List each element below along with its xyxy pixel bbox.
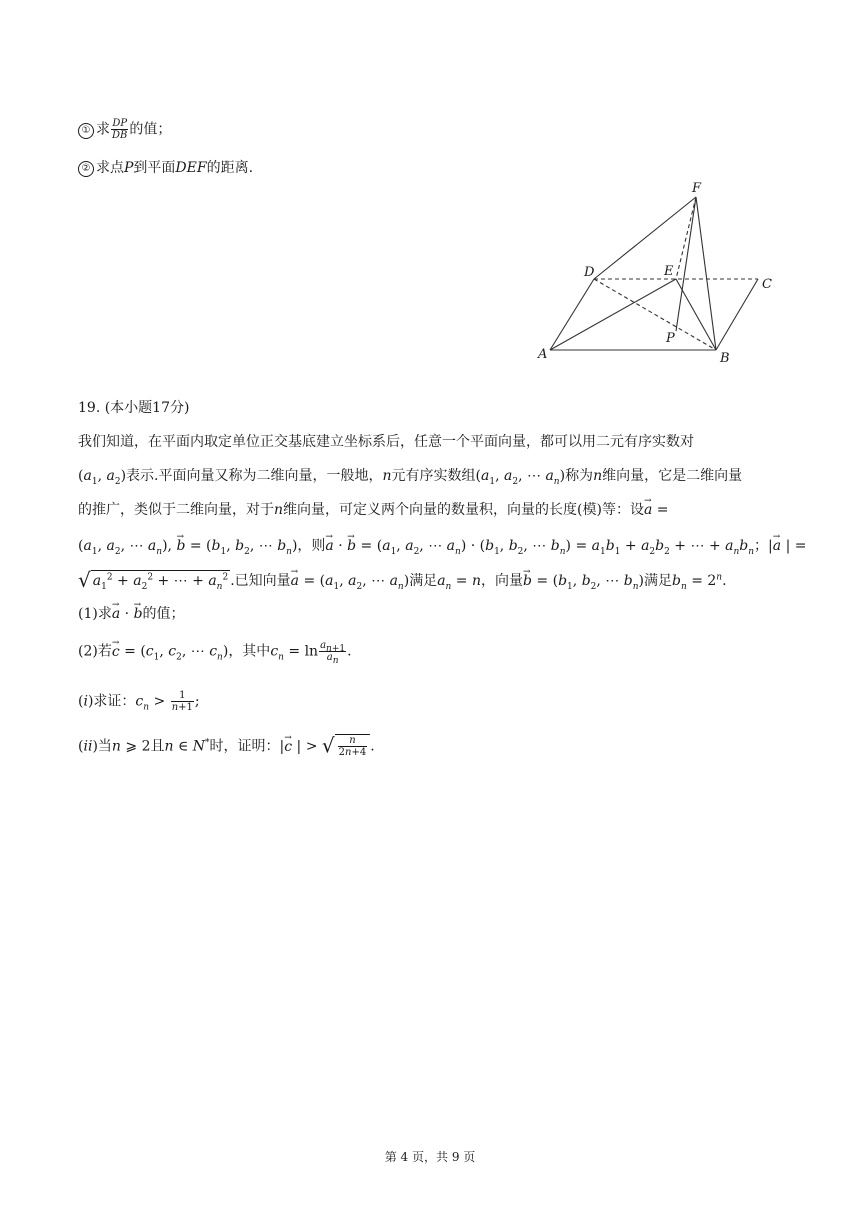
label-f: F xyxy=(692,181,702,196)
q19-line-3: 的推广，类似于二维向量，对于n维向量，可定义两个向量的数量积，向量的长度(模)等：设→ a = xyxy=(78,500,669,520)
label-b: B xyxy=(720,351,730,366)
label-a: A xyxy=(538,347,548,362)
q19-line-2: ($a_1$, $a_2$)表示.平面向量又称为二维向量，一般地，n元有序实数组($a_1$, $a_2$, ⋯ $a_n$)称为n维向量，它是二维向量 xyxy=(78,468,743,487)
circled-number-2: ② xyxy=(78,161,94,177)
label-c: C xyxy=(762,277,772,292)
sub-question-1: ① 求 $\frac{DP}{DB}$ 的值； xyxy=(78,118,171,141)
label-p: P xyxy=(666,331,675,346)
edge-ad xyxy=(550,279,594,350)
label-d: D xyxy=(584,265,595,280)
q19-part-1: (1)求→ a · → b的值； xyxy=(78,604,185,624)
q19-line-4: ($a_1$, $a_2$, ⋯ $a_n$), → $b = (b_1$, $b_2$, ⋯ $b_n$)，则→ a · → $b = (a_1$, $a_2$, ⋯ $a_n) \cdot (b_1$, $b_2$, ⋯ $b_n) = a_1b_1 + a_2b_2$ + ⋯ + $a_nb_n$；|→ a | = xyxy=(78,536,806,556)
question-19-header: 19. (本小题17分) xyxy=(78,400,190,416)
edge-df xyxy=(594,197,696,279)
edge-fb xyxy=(696,197,716,350)
q19-line-5: √ $a_1^2 + a_2^2$ + ⋯ + $a_n^2$ .已知向量→ $a = (a_1$, $a_2$, ⋯ $a_n$)满足$a_n = n$，向量→ $b = (b_1$, $b_2$, ⋯ $b_n$)满足$b_n = 2^n$. xyxy=(78,570,727,591)
q19-line-1: 我们知道，在平面内取定单位正交基底建立坐标系后，任意一个平面向量，都可以用二元有序实数对 xyxy=(78,434,694,450)
q19-part-2-i: (i)求证：$c_n$ > $\frac{1}{n+1}$ ; xyxy=(78,690,200,713)
circled-number-1: ① xyxy=(78,123,94,139)
q19-part-2: (2)若→ $c = (c_1$, $c_2$, ⋯ $c_n$)，其中$c_n = \ln$ $\frac{a_{n+1}}{a_n}$ . xyxy=(78,640,352,663)
edge-fp xyxy=(676,197,696,331)
fraction-dp-db: $\frac{DP}{DB}$ xyxy=(112,118,128,141)
sub-question-2: ② 求点P到平面DEF的距离. xyxy=(78,158,253,178)
geometry-figure xyxy=(534,178,784,366)
label-e: E xyxy=(664,264,674,279)
edge-bc xyxy=(716,279,758,350)
page-footer: 第 4 页，共 9 页 xyxy=(384,1150,476,1164)
q19-part-2-ii: (ii)当n ⩾ 2且n ∈ N*时，证明：|→ c | > √ $\frac{n}{2n+4}$ . xyxy=(78,734,375,758)
